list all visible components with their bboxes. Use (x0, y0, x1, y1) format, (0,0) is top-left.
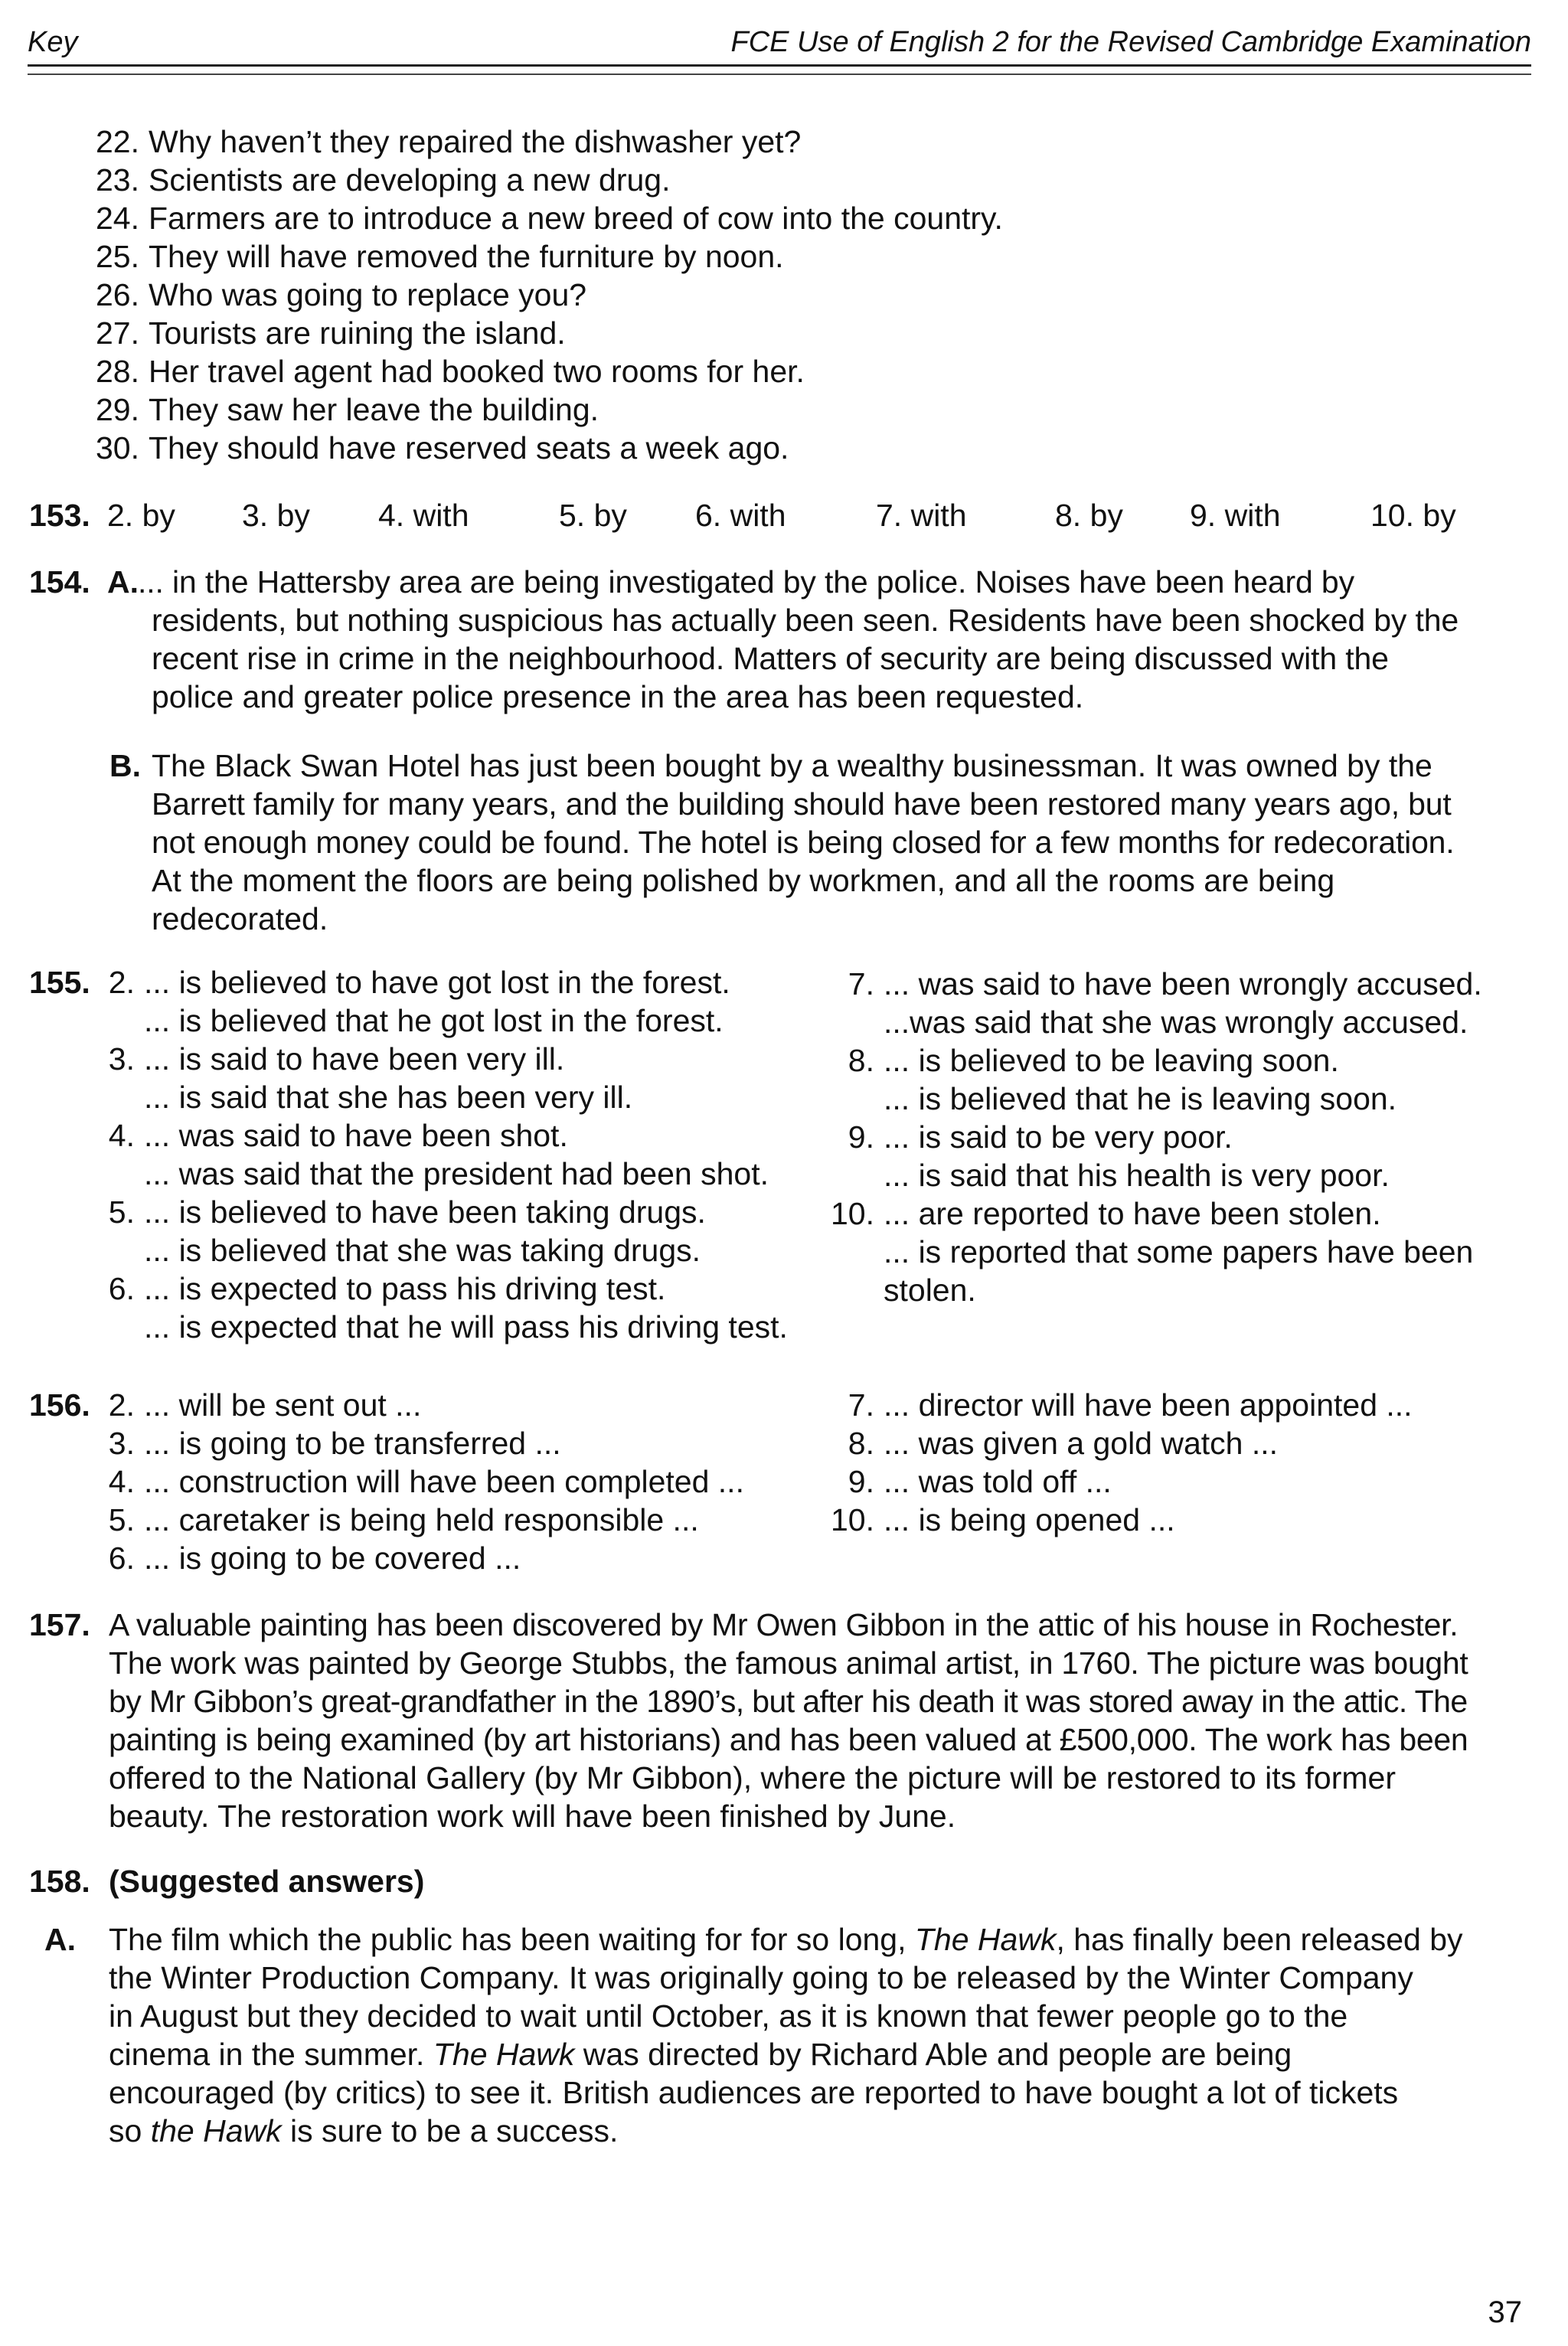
text-segment: is sure to be a success. (281, 2113, 619, 2148)
exercise-number-158: 158. (29, 1864, 90, 1899)
item-number: 7. (848, 966, 874, 1001)
list-item (819, 1156, 1482, 1194)
part-label-a: A. (44, 1922, 76, 1957)
list-item (92, 1040, 788, 1078)
item-text: ... was told off ... (884, 1464, 1112, 1499)
item-number (819, 1271, 874, 1309)
answer-item: 7. with (876, 498, 967, 533)
answer-item: 10. by (1370, 498, 1456, 533)
exercise-155-left-column (92, 963, 788, 1346)
exercise-158-part-a-text (109, 1920, 1463, 2150)
item-number (92, 1155, 135, 1193)
item-number: 26. (96, 277, 139, 312)
list-item (92, 1539, 744, 1577)
item-number: 7. (848, 1387, 874, 1423)
item-text: ... is expected to pass his driving test. (144, 1271, 666, 1306)
item-number: 6. (108, 1541, 135, 1576)
item-text: Tourists are ruining the island. (149, 315, 566, 351)
header-book-title: FCE Use of English 2 for the Revised Cambridge Examination (730, 26, 1531, 58)
item-text: ... is believed to have been taking drugs. (144, 1194, 706, 1230)
list-item (74, 276, 1003, 314)
film-title: The Hawk (433, 2037, 575, 2072)
item-text: ... construction will have been completed ... (144, 1464, 744, 1499)
item-text: ... is said to be very poor. (884, 1119, 1233, 1155)
exercise-154-part-a-continued (152, 601, 1459, 716)
list-item (92, 1155, 788, 1193)
item-number: 3. (108, 1426, 135, 1461)
item-number (92, 1001, 135, 1040)
list-item (819, 1233, 1482, 1271)
item-text: Who was going to replace you? (149, 277, 587, 312)
list-item (92, 1462, 744, 1501)
list-item (819, 1080, 1482, 1118)
answer-item: 3. by (242, 498, 310, 533)
answer-item: 9. with (1190, 498, 1281, 533)
item-text: ... is said that his health is very poor. (884, 1158, 1390, 1193)
text-line: by Mr Gibbon’s great-grandfather in the 1890’s, but after his death it was stored away in the attic. The (109, 1684, 1468, 1719)
list-item (74, 352, 1003, 390)
list-item (74, 390, 1003, 429)
list-item (819, 965, 1482, 1003)
answer-item: 8. by (1055, 498, 1123, 533)
list-item (819, 1501, 1413, 1539)
exercise-153-answers (107, 496, 1478, 534)
item-number: 5. (108, 1502, 135, 1537)
list-item (819, 1386, 1413, 1424)
text-line: in August but they decided to wait until October, as it is known that fewer people go to the (109, 1998, 1348, 2034)
list-item (92, 963, 788, 1001)
list-item (74, 199, 1003, 237)
text-line: not enough money could be found. The hotel is being closed for a few months for redecoration. (152, 825, 1455, 860)
list-item (819, 1194, 1482, 1233)
item-text: ... was said to have been shot. (144, 1118, 568, 1153)
item-text: ... is believed that he got lost in the forest. (144, 1003, 724, 1038)
list-item (819, 1271, 1482, 1309)
text-line (109, 2112, 1463, 2150)
answer-item: 6. with (695, 498, 786, 533)
exercise-number-155: 155. (29, 965, 90, 1000)
item-number (92, 1308, 135, 1346)
item-number: 25. (96, 239, 139, 274)
item-number (819, 1080, 874, 1118)
item-text: ... is going to be transferred ... (144, 1426, 561, 1461)
item-number (819, 1003, 874, 1041)
text-line (109, 1920, 1463, 1959)
list-item (92, 1308, 788, 1346)
header-key: Key (28, 26, 78, 58)
list-item (74, 314, 1003, 352)
list-item (74, 123, 1003, 161)
item-number: 10. (831, 1196, 874, 1231)
item-number: 4. (108, 1464, 135, 1499)
text-line: painting is being examined (by art historians) and has been valued at £500,000. The work has been (109, 1722, 1468, 1757)
page-number: 37 (1488, 2295, 1522, 2329)
item-text: ... director will have been appointed ... (884, 1387, 1413, 1423)
item-number: 30. (96, 430, 139, 466)
exercise-154-part-a-text (138, 563, 1354, 601)
exercise-156-left-column (92, 1386, 744, 1577)
item-text: ... are reported to have been stolen. (884, 1196, 1381, 1231)
item-text: ... will be sent out ... (144, 1387, 422, 1423)
part-label-b: B. (109, 748, 141, 783)
list-item (819, 1424, 1413, 1462)
answer-item: 5. by (559, 498, 627, 533)
item-text: Farmers are to introduce a new breed of cow into the country. (149, 201, 1003, 236)
suggested-answers-heading: (Suggested answers) (109, 1864, 425, 1899)
list-item (74, 237, 1003, 276)
item-text: ...was said that she was wrongly accused. (884, 1005, 1468, 1040)
film-title: The Hawk (914, 1922, 1057, 1957)
film-title: the Hawk (150, 2113, 282, 2148)
item-text: ... is believed to be leaving soon. (884, 1043, 1339, 1078)
text-line: offered to the National Gallery (by Mr Gibbon), where the picture will be restored to its former (109, 1760, 1396, 1795)
item-text: ... is believed to have got lost in the forest. (144, 965, 730, 1000)
item-number: 28. (96, 354, 139, 389)
text-line: At the moment the floors are being polished by workmen, and all the rooms are being (152, 863, 1335, 898)
exercise-154-part-b-text (152, 747, 1454, 938)
list-item (92, 1001, 788, 1040)
text-line: redecorated. (152, 901, 328, 936)
item-text: They will have removed the furniture by noon. (149, 239, 784, 274)
list-item (74, 429, 1003, 467)
list-item (92, 1501, 744, 1539)
item-text: ... is reported that some papers have been (884, 1234, 1474, 1269)
item-text: ... was said to have been wrongly accused. (884, 966, 1482, 1001)
item-number: 24. (96, 201, 139, 236)
text-segment: was directed by Richard Able and people are being (574, 2037, 1292, 2072)
item-text: ... is going to be covered ... (144, 1541, 521, 1576)
item-text: ... is expected that he will pass his driving test. (144, 1309, 788, 1345)
item-number: 3. (108, 1041, 135, 1077)
item-number: 9. (848, 1464, 874, 1499)
item-number (92, 1078, 135, 1116)
item-number: 23. (96, 162, 139, 198)
list-item (92, 1078, 788, 1116)
item-number: 29. (96, 392, 139, 427)
item-number: 8. (848, 1043, 874, 1078)
list-item (819, 1041, 1482, 1080)
item-text: They saw her leave the building. (149, 392, 599, 427)
answer-list-22-30 (74, 123, 1003, 467)
item-number: 10. (831, 1502, 874, 1537)
header-rule-bottom (28, 74, 1531, 75)
item-number: 2. (108, 965, 135, 1000)
item-number: 5. (108, 1194, 135, 1230)
exercise-157-text (109, 1606, 1468, 1835)
text-line: ... in the Hattersby area are being investigated by the police. Noises have been heard by (138, 564, 1354, 600)
exercise-number-157: 157. (29, 1607, 90, 1642)
list-item (74, 161, 1003, 199)
item-number (819, 1233, 874, 1271)
text-line: the Winter Production Company. It was originally going to be released by the Winter Company (109, 1960, 1413, 1995)
header-rule-top (28, 64, 1531, 67)
exercise-number-154: 154. (29, 564, 90, 600)
text-line: residents, but nothing suspicious has actually been seen. Residents have been shocked by the (152, 603, 1459, 638)
text-line: encouraged (by critics) to see it. British audiences are reported to have bought a lot of tickets (109, 2075, 1399, 2110)
item-number: 9. (848, 1119, 874, 1155)
exercise-155-right-column (819, 965, 1482, 1309)
list-item (92, 1193, 788, 1231)
list-item (92, 1116, 788, 1155)
list-item (92, 1386, 744, 1424)
item-text: Why haven’t they repaired the dishwasher yet? (149, 124, 802, 159)
list-item (819, 1118, 1482, 1156)
list-item (819, 1462, 1413, 1501)
item-text: ... is believed that she was taking drugs. (144, 1233, 701, 1268)
item-text: Her travel agent had booked two rooms for her. (149, 354, 805, 389)
item-number: 22. (96, 124, 139, 159)
item-number (92, 1231, 135, 1269)
part-label-a: A. (107, 564, 139, 600)
item-text: stolen. (884, 1273, 976, 1308)
text-line: The work was painted by George Stubbs, the famous animal artist, in 1760. The picture was bought (109, 1645, 1468, 1681)
text-segment: , has finally been released by (1056, 1922, 1463, 1957)
item-text: ... was said that the president had been shot. (144, 1156, 769, 1191)
list-item (92, 1269, 788, 1308)
item-number: 6. (108, 1271, 135, 1306)
list-item (92, 1424, 744, 1462)
item-text: ... is being opened ... (884, 1502, 1175, 1537)
text-line: The Black Swan Hotel has just been bought by a wealthy businessman. It was owned by the (152, 748, 1432, 783)
exercise-number-156: 156. (29, 1387, 90, 1423)
text-line: Barrett family for many years, and the building should have been restored many years ago, but (152, 786, 1452, 822)
text-line: A valuable painting has been discovered by Mr Owen Gibbon in the attic of his house in Rochester. (109, 1607, 1459, 1642)
list-item (819, 1003, 1482, 1041)
list-item (92, 1231, 788, 1269)
text-segment: The film which the public has been waiting for for so long, (109, 1922, 915, 1957)
item-number (819, 1156, 874, 1194)
item-text: They should have reserved seats a week ago. (149, 430, 789, 466)
item-text: ... is said that she has been very ill. (144, 1080, 633, 1115)
item-text: ... was given a gold watch ... (884, 1426, 1279, 1461)
text-line: beauty. The restoration work will have been finished by June. (109, 1799, 956, 1834)
text-segment: cinema in the summer. (109, 2037, 433, 2072)
text-line: recent rise in crime in the neighbourhood. Matters of security are being discussed with the (152, 641, 1389, 676)
item-number: 8. (848, 1426, 874, 1461)
item-text: ... is said to have been very ill. (144, 1041, 565, 1077)
item-number: 27. (96, 315, 139, 351)
answer-item: 2. by (107, 498, 175, 533)
exercise-number-153: 153. (29, 498, 90, 533)
item-number: 2. (108, 1387, 135, 1423)
item-text: ... caretaker is being held responsible ... (144, 1502, 699, 1537)
item-text: ... is believed that he is leaving soon. (884, 1081, 1397, 1116)
exercise-156-right-column (819, 1386, 1413, 1539)
answer-item: 4. with (378, 498, 469, 533)
text-segment: so (109, 2113, 151, 2148)
text-line: police and greater police presence in the area has been requested. (152, 679, 1084, 714)
item-number: 4. (108, 1118, 135, 1153)
item-text: Scientists are developing a new drug. (149, 162, 671, 198)
text-line (109, 2035, 1463, 2073)
